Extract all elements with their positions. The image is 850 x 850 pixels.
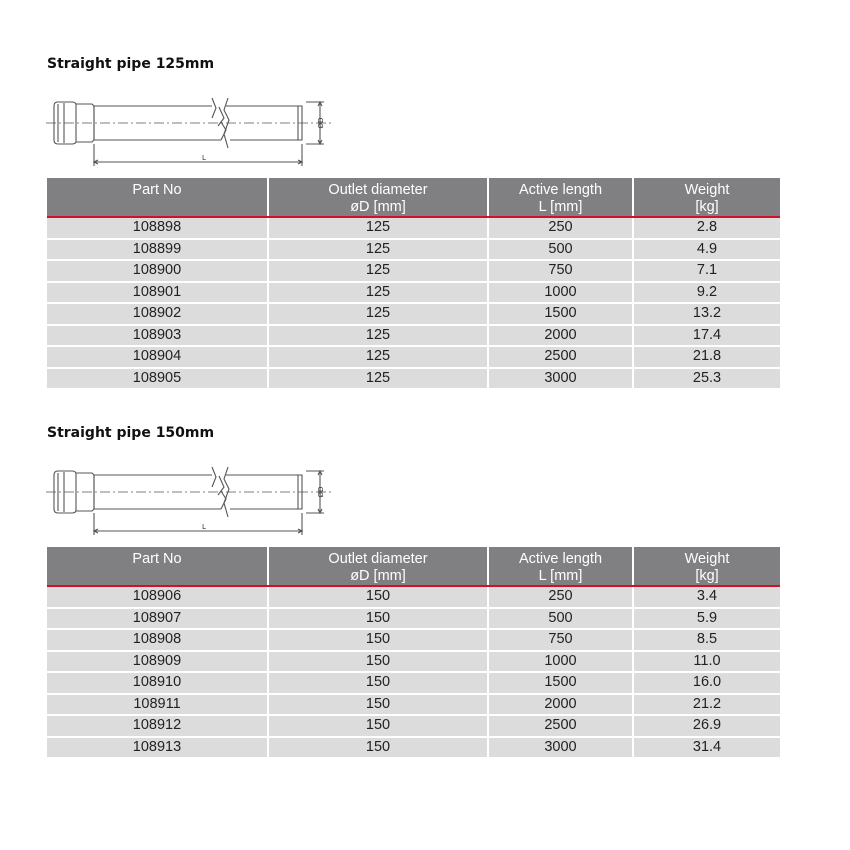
table-cell: 125 bbox=[268, 217, 488, 239]
table-cell: 1500 bbox=[488, 672, 633, 694]
table-row bbox=[47, 303, 780, 325]
table-cell: 108901 bbox=[47, 282, 268, 304]
table-cell: 150 bbox=[268, 608, 488, 630]
header-part-no bbox=[47, 178, 268, 217]
table-cell: 2.8 bbox=[633, 217, 780, 239]
header-weight bbox=[633, 547, 780, 586]
table-cell: 2000 bbox=[488, 325, 633, 347]
table-cell: 3000 bbox=[488, 737, 633, 758]
table-cell: 125 bbox=[268, 325, 488, 347]
table-row bbox=[47, 346, 780, 368]
table-cell: 125 bbox=[268, 239, 488, 261]
table-cell: 108902 bbox=[47, 303, 268, 325]
spec-table bbox=[47, 178, 780, 388]
table-row bbox=[47, 368, 780, 389]
table-row bbox=[47, 715, 780, 737]
table-cell: 5.9 bbox=[633, 608, 780, 630]
header-active-length bbox=[488, 547, 633, 586]
table-cell: 108903 bbox=[47, 325, 268, 347]
header-outlet-diameter bbox=[268, 178, 488, 217]
table-cell: 108909 bbox=[47, 651, 268, 673]
table-header-row bbox=[47, 547, 780, 586]
table-row bbox=[47, 651, 780, 673]
table-cell: 1000 bbox=[488, 282, 633, 304]
table-cell: 2500 bbox=[488, 346, 633, 368]
table-cell: 108906 bbox=[47, 586, 268, 608]
table-row bbox=[47, 586, 780, 608]
table-cell: 8.5 bbox=[633, 629, 780, 651]
header-label: øD [mm] bbox=[350, 199, 406, 215]
table-cell: 108913 bbox=[47, 737, 268, 758]
header-active-length bbox=[488, 178, 633, 217]
table-cell: 150 bbox=[268, 651, 488, 673]
table-cell: 108907 bbox=[47, 608, 268, 630]
spec-table bbox=[47, 547, 780, 757]
header-label: Weight bbox=[684, 182, 730, 198]
table-cell: 150 bbox=[268, 737, 488, 758]
table-row bbox=[47, 239, 780, 261]
table-row bbox=[47, 737, 780, 758]
length-label: L bbox=[202, 523, 206, 531]
table-row bbox=[47, 325, 780, 347]
table-cell: 21.2 bbox=[633, 694, 780, 716]
table-cell: 125 bbox=[268, 368, 488, 389]
table-cell: 108908 bbox=[47, 629, 268, 651]
table-cell: 16.0 bbox=[633, 672, 780, 694]
table-cell: 150 bbox=[268, 586, 488, 608]
pipe-diagram bbox=[44, 82, 344, 167]
table-cell: 250 bbox=[488, 217, 633, 239]
table-cell: 11.0 bbox=[633, 651, 780, 673]
table-cell: 26.9 bbox=[633, 715, 780, 737]
table-cell: 21.8 bbox=[633, 346, 780, 368]
table-cell: 125 bbox=[268, 260, 488, 282]
header-label: Outlet diameter bbox=[328, 182, 428, 198]
table-cell: 3000 bbox=[488, 368, 633, 389]
header-label: [kg] bbox=[695, 568, 719, 584]
table-row bbox=[47, 672, 780, 694]
table-cell: 108905 bbox=[47, 368, 268, 389]
header-label: Weight bbox=[684, 551, 730, 567]
header-label: Part No bbox=[132, 551, 182, 567]
diameter-label: ØD bbox=[317, 486, 325, 498]
table-cell: 108910 bbox=[47, 672, 268, 694]
length-label: L bbox=[202, 154, 206, 162]
section-title: Straight pipe 125mm bbox=[47, 56, 215, 72]
table-cell: 17.4 bbox=[633, 325, 780, 347]
table-cell: 125 bbox=[268, 282, 488, 304]
table-cell: 108899 bbox=[47, 239, 268, 261]
table-cell: 125 bbox=[268, 303, 488, 325]
diameter-label: ØD bbox=[317, 117, 325, 129]
table-cell: 125 bbox=[268, 346, 488, 368]
table-cell: 500 bbox=[488, 608, 633, 630]
table-cell: 1000 bbox=[488, 651, 633, 673]
header-label: Outlet diameter bbox=[328, 551, 428, 567]
table-cell: 31.4 bbox=[633, 737, 780, 758]
table-cell: 150 bbox=[268, 715, 488, 737]
table-row bbox=[47, 282, 780, 304]
table-cell: 2500 bbox=[488, 715, 633, 737]
table-cell: 150 bbox=[268, 694, 488, 716]
header-part-no bbox=[47, 547, 268, 586]
table-cell: 3.4 bbox=[633, 586, 780, 608]
header-label: Active length bbox=[518, 182, 603, 198]
table-cell: 250 bbox=[488, 586, 633, 608]
table-row bbox=[47, 694, 780, 716]
table-header-row bbox=[47, 178, 780, 217]
table-cell: 25.3 bbox=[633, 368, 780, 389]
table-row bbox=[47, 260, 780, 282]
table-row bbox=[47, 217, 780, 239]
table-cell: 4.9 bbox=[633, 239, 780, 261]
table-cell: 13.2 bbox=[633, 303, 780, 325]
table-cell: 108904 bbox=[47, 346, 268, 368]
pipe-diagram bbox=[44, 451, 344, 536]
header-label: Active length bbox=[518, 551, 603, 567]
table-cell: 9.2 bbox=[633, 282, 780, 304]
table-row bbox=[47, 608, 780, 630]
table-cell: 2000 bbox=[488, 694, 633, 716]
table-cell: 108911 bbox=[47, 694, 268, 716]
table-cell: 1500 bbox=[488, 303, 633, 325]
table-cell: 108912 bbox=[47, 715, 268, 737]
table-cell: 108900 bbox=[47, 260, 268, 282]
table-cell: 750 bbox=[488, 260, 633, 282]
table-cell: 7.1 bbox=[633, 260, 780, 282]
header-label: [kg] bbox=[695, 199, 719, 215]
table-cell: 108898 bbox=[47, 217, 268, 239]
table-cell: 750 bbox=[488, 629, 633, 651]
header-label: L [mm] bbox=[538, 568, 583, 584]
header-weight bbox=[633, 178, 780, 217]
table-cell: 150 bbox=[268, 672, 488, 694]
table-cell: 150 bbox=[268, 629, 488, 651]
header-outlet-diameter bbox=[268, 547, 488, 586]
header-label: Part No bbox=[132, 182, 182, 198]
header-label: L [mm] bbox=[538, 199, 583, 215]
table-cell: 500 bbox=[488, 239, 633, 261]
header-label: øD [mm] bbox=[350, 568, 406, 584]
table-row bbox=[47, 629, 780, 651]
section-title: Straight pipe 150mm bbox=[47, 425, 215, 441]
